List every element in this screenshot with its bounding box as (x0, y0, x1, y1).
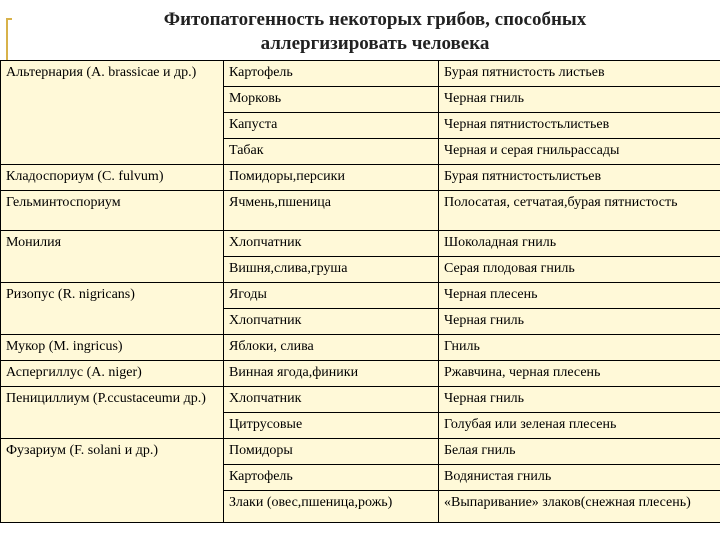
disease-cell: Черная гниль (439, 387, 720, 413)
host-cell: Картофель (224, 465, 439, 491)
disease-cell: Черная гниль (439, 87, 720, 113)
disease-cell: Шоколадная гниль (439, 231, 720, 257)
host-cell: Хлопчатник (224, 309, 439, 335)
disease-cell: Гниль (439, 335, 720, 361)
host-cell: Морковь (224, 87, 439, 113)
title-line-2: аллергизировать человека (260, 33, 490, 54)
fungus-cell: Аспергиллус (A. niger) (1, 361, 224, 387)
disease-cell: Голубая или зеленая плесень (439, 413, 720, 439)
host-cell: Капуста (224, 113, 439, 139)
host-cell: Цитрусовые (224, 413, 439, 439)
fungus-cell: Пенициллиум (P.ccustaceumи др.) (1, 387, 224, 439)
disease-cell: Черная и серая гнильрассады (439, 139, 720, 165)
host-cell: Яблоки, слива (224, 335, 439, 361)
disease-cell: Бурая пятнистостьлистьев (439, 165, 720, 191)
disease-cell: Черная гниль (439, 309, 720, 335)
host-cell: Табак (224, 139, 439, 165)
host-cell: Хлопчатник (224, 387, 439, 413)
host-cell: Ячмень,пшеница (224, 191, 439, 231)
disease-cell: Серая плодовая гниль (439, 257, 720, 283)
disease-cell: Белая гниль (439, 439, 720, 465)
fungus-cell: Мукор (M. ingricus) (1, 335, 224, 361)
fungi-table (0, 60, 720, 523)
host-cell: Ягоды (224, 283, 439, 309)
disease-cell: Водянистая гниль (439, 465, 720, 491)
disease-cell: Бурая пятнистость листьев (439, 61, 720, 87)
host-cell: Хлопчатник (224, 231, 439, 257)
host-cell: Помидоры,персики (224, 165, 439, 191)
title-bracket-decoration-top (6, 18, 12, 20)
fungus-cell: Монилия (1, 231, 224, 283)
disease-cell: Черная плесень (439, 283, 720, 309)
title-line-1: Фитопатогенность некоторых грибов, способных (163, 9, 587, 30)
host-cell: Вишня,слива,груша (224, 257, 439, 283)
fungus-cell: Альтернария (A. brassicae и др.) (1, 61, 224, 165)
host-cell: Злаки (овес,пшеница,рожь) (224, 491, 439, 523)
fungus-cell: Фузариум (F. solani и др.) (1, 439, 224, 523)
disease-cell: Черная пятнистостьлистьев (439, 113, 720, 139)
fungus-cell: Гельминтоспориум (1, 191, 224, 231)
host-cell: Картофель (224, 61, 439, 87)
disease-cell: Полосатая, сетчатая,бурая пятнистость (439, 191, 720, 231)
fungus-cell: Кладоспориум (C. fulvum) (1, 165, 224, 191)
title-bracket-decoration (6, 18, 8, 62)
page-title (30, 8, 720, 56)
disease-cell: «Выпаривание» злаков(снежная плесень) (439, 491, 720, 523)
host-cell: Помидоры (224, 439, 439, 465)
disease-cell: Ржавчина, черная плесень (439, 361, 720, 387)
fungus-cell: Ризопус (R. nigricans) (1, 283, 224, 335)
host-cell: Винная ягода,финики (224, 361, 439, 387)
